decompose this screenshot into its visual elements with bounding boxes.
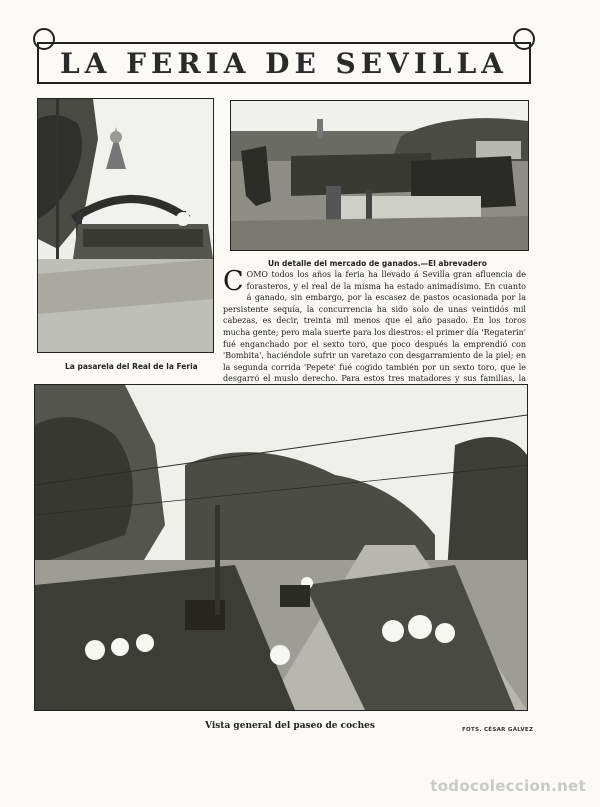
caption-abrevadero: Un detalle del mercado de ganados.—El abrevadero [268, 259, 487, 268]
article-body [223, 266, 526, 397]
photo-pasarela-image [38, 99, 213, 352]
article-dropcap: C [223, 266, 244, 297]
photo-pasarela [37, 98, 214, 353]
page-title: LA FERIA DE SEVILLA [59, 46, 509, 80]
photo-credit: FOTS. CÉSAR GÁLVEZ [462, 727, 534, 733]
watermark: todocoleccion.net [430, 777, 586, 795]
photo-abrevadero [230, 100, 529, 251]
title-box [37, 42, 531, 84]
title-frame [35, 28, 533, 88]
caption-paseo-coches: Vista general del paseo de coches [205, 721, 375, 731]
photo-paseo-coches [34, 384, 528, 711]
photo-abrevadero-image [231, 101, 528, 250]
article-text: OMO todos los años la feria ha llevado á Sevilla gran afluencia de forasteros, y el real de la misma ha estado animadísimo. En cuanto á ganado, sin embargo, por la escasez de pastos ocasionada por la persistente sequía, la concurrencia ha sido solo de unas veintidós mil cabezas, es decir, treinta mil menos que el año pasado. En los toros mucha gente; pero mala suerte para los diestros: el primer día 'Regaterin' fué enganchado por el sexto toro, que poco después la emprendió con 'Bombita', haciéndole sufrir un varetazo con desgarramiento de la piel; en la segunda corrida 'Pepete' fué cogido también por un sexto toro, que le desgarró el muslo derecho. Para estos tres matadores y sus familias, la [223, 270, 526, 384]
caption-pasarela: La pasarela del Real de la Feria [65, 362, 198, 371]
photo-paseo-coches-image [35, 385, 527, 710]
